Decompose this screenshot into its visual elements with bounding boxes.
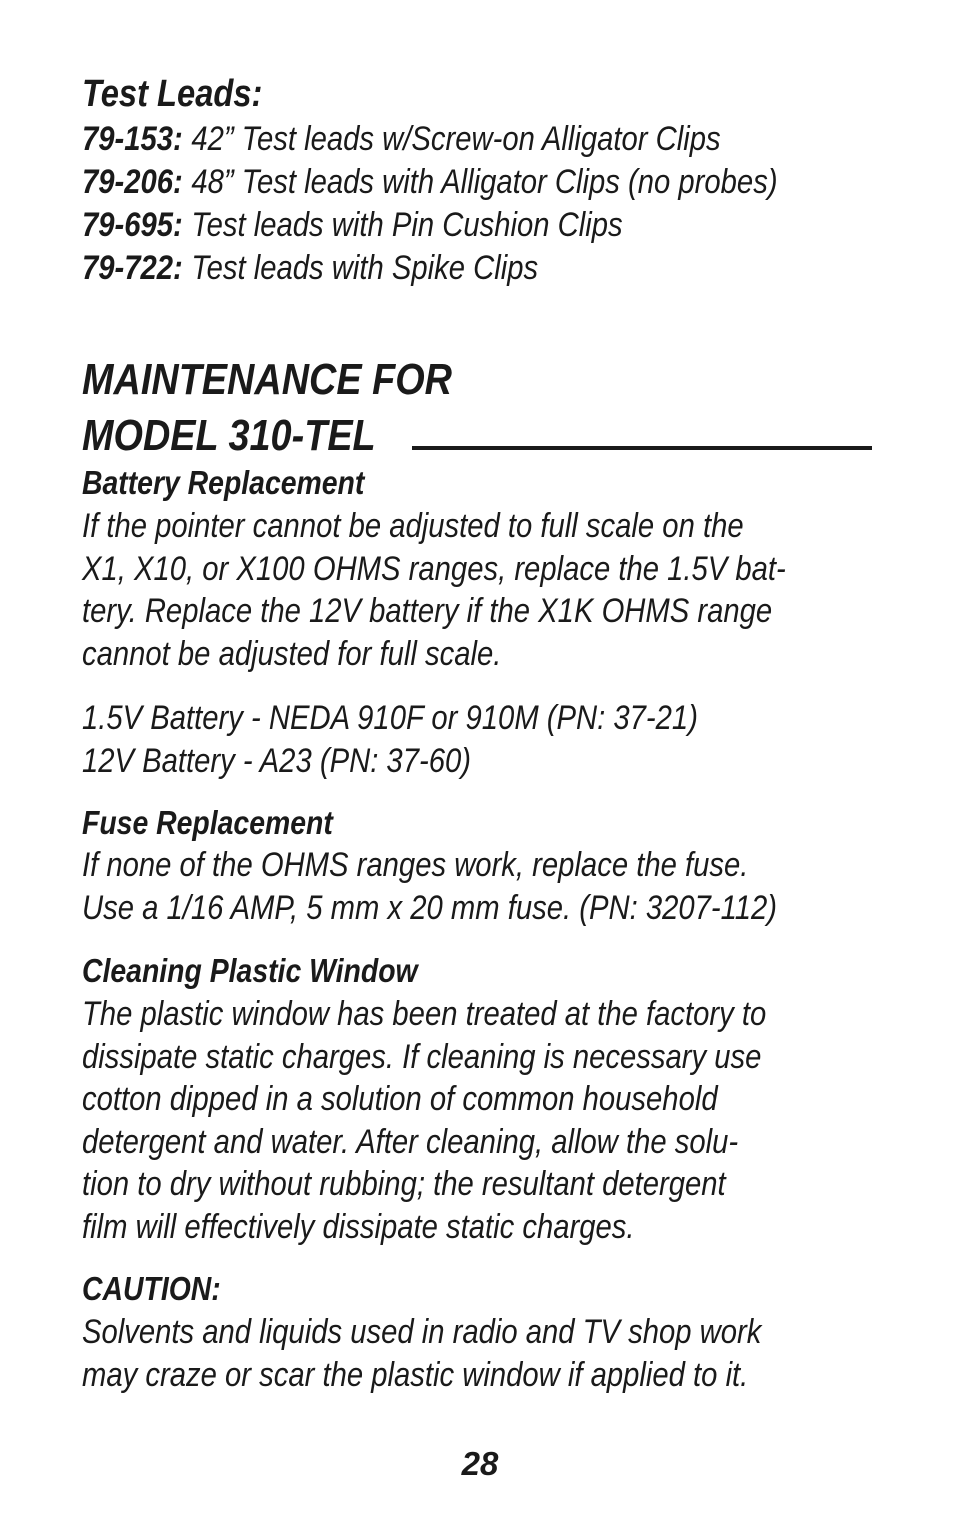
part-description: Test leads with Spike Clips [191,249,539,287]
paragraph-line: may craze or scar the plastic window if applied to it. [82,1355,749,1394]
test-lead-item [82,118,767,161]
paragraph-line: dissipate static charges. If cleaning is necessary use [82,1037,762,1076]
caution-text [82,1311,878,1396]
test-leads-heading: Test Leads: [82,73,263,115]
paragraph-line: film will effectively dissipate static charges. [82,1207,635,1246]
paragraph-line: If the pointer cannot be adjusted to full scale on the [82,507,744,545]
paragraph-line: cotton dipped in a solution of common household [82,1080,718,1118]
part-number: 79-695: [82,206,183,244]
paragraph-line: detergent and water. After cleaning, allow the solu- [82,1122,739,1161]
part-description: Test leads with Pin Cushion Clips [191,206,623,244]
maintenance-title-line-2: MODEL 310-TEL [82,411,376,460]
cleaning-window-text [82,993,878,1248]
cleaning-window-heading: Cleaning Plastic Window [82,952,418,989]
test-lead-item [82,161,778,204]
battery-replacement-text [82,505,878,675]
part-description: 42” Test leads w/Screw-on Alligator Clips [191,120,721,158]
paragraph-line: If none of the OHMS ranges work, replace the fuse. [82,846,749,884]
part-number: 79-153: [82,120,183,158]
paragraph-line: X1, X10, or X100 OHMS ranges, replace the 1.5V bat- [82,549,786,588]
part-number: 79-722: [82,249,183,287]
paragraph-line: tery. Replace the 12V battery if the X1K OHMS range [82,592,773,630]
test-lead-item [82,204,767,247]
page-number: 28 [461,1445,499,1482]
paragraph-line: tion to dry without rubbing; the resultant detergent [82,1165,726,1203]
paragraph-line: cannot be adjusted for full scale. [82,634,502,673]
battery-replacement-heading: Battery Replacement [82,464,365,501]
maintenance-title [82,352,452,464]
manual-page [82,0,878,1527]
paragraph-line: The plastic window has been treated at the factory to [82,995,767,1033]
fuse-replacement-heading: Fuse Replacement [82,804,333,841]
test-lead-item [82,247,767,290]
paragraph-line: Use a 1/16 AMP, 5 mm x 20 mm fuse. (PN: 3207-112) [82,888,778,927]
part-description: 48” Test leads with Alligator Clips (no probes) [191,163,778,201]
maintenance-title-line-1: MAINTENANCE FOR [82,355,452,404]
part-number: 79-206: [82,163,183,201]
battery-spec-line: 12V Battery - A23 (PN: 37-60) [82,741,471,780]
battery-spec-line: 1.5V Battery - NEDA 910F or 910M (PN: 37-21) [82,699,698,737]
title-underline-rule [412,446,872,450]
caution-heading: CAUTION: [82,1270,221,1307]
fuse-replacement-text [82,844,878,929]
paragraph-line: Solvents and liquids used in radio and TV shop work [82,1313,762,1351]
battery-specs [82,697,878,782]
test-leads-list [82,118,878,290]
